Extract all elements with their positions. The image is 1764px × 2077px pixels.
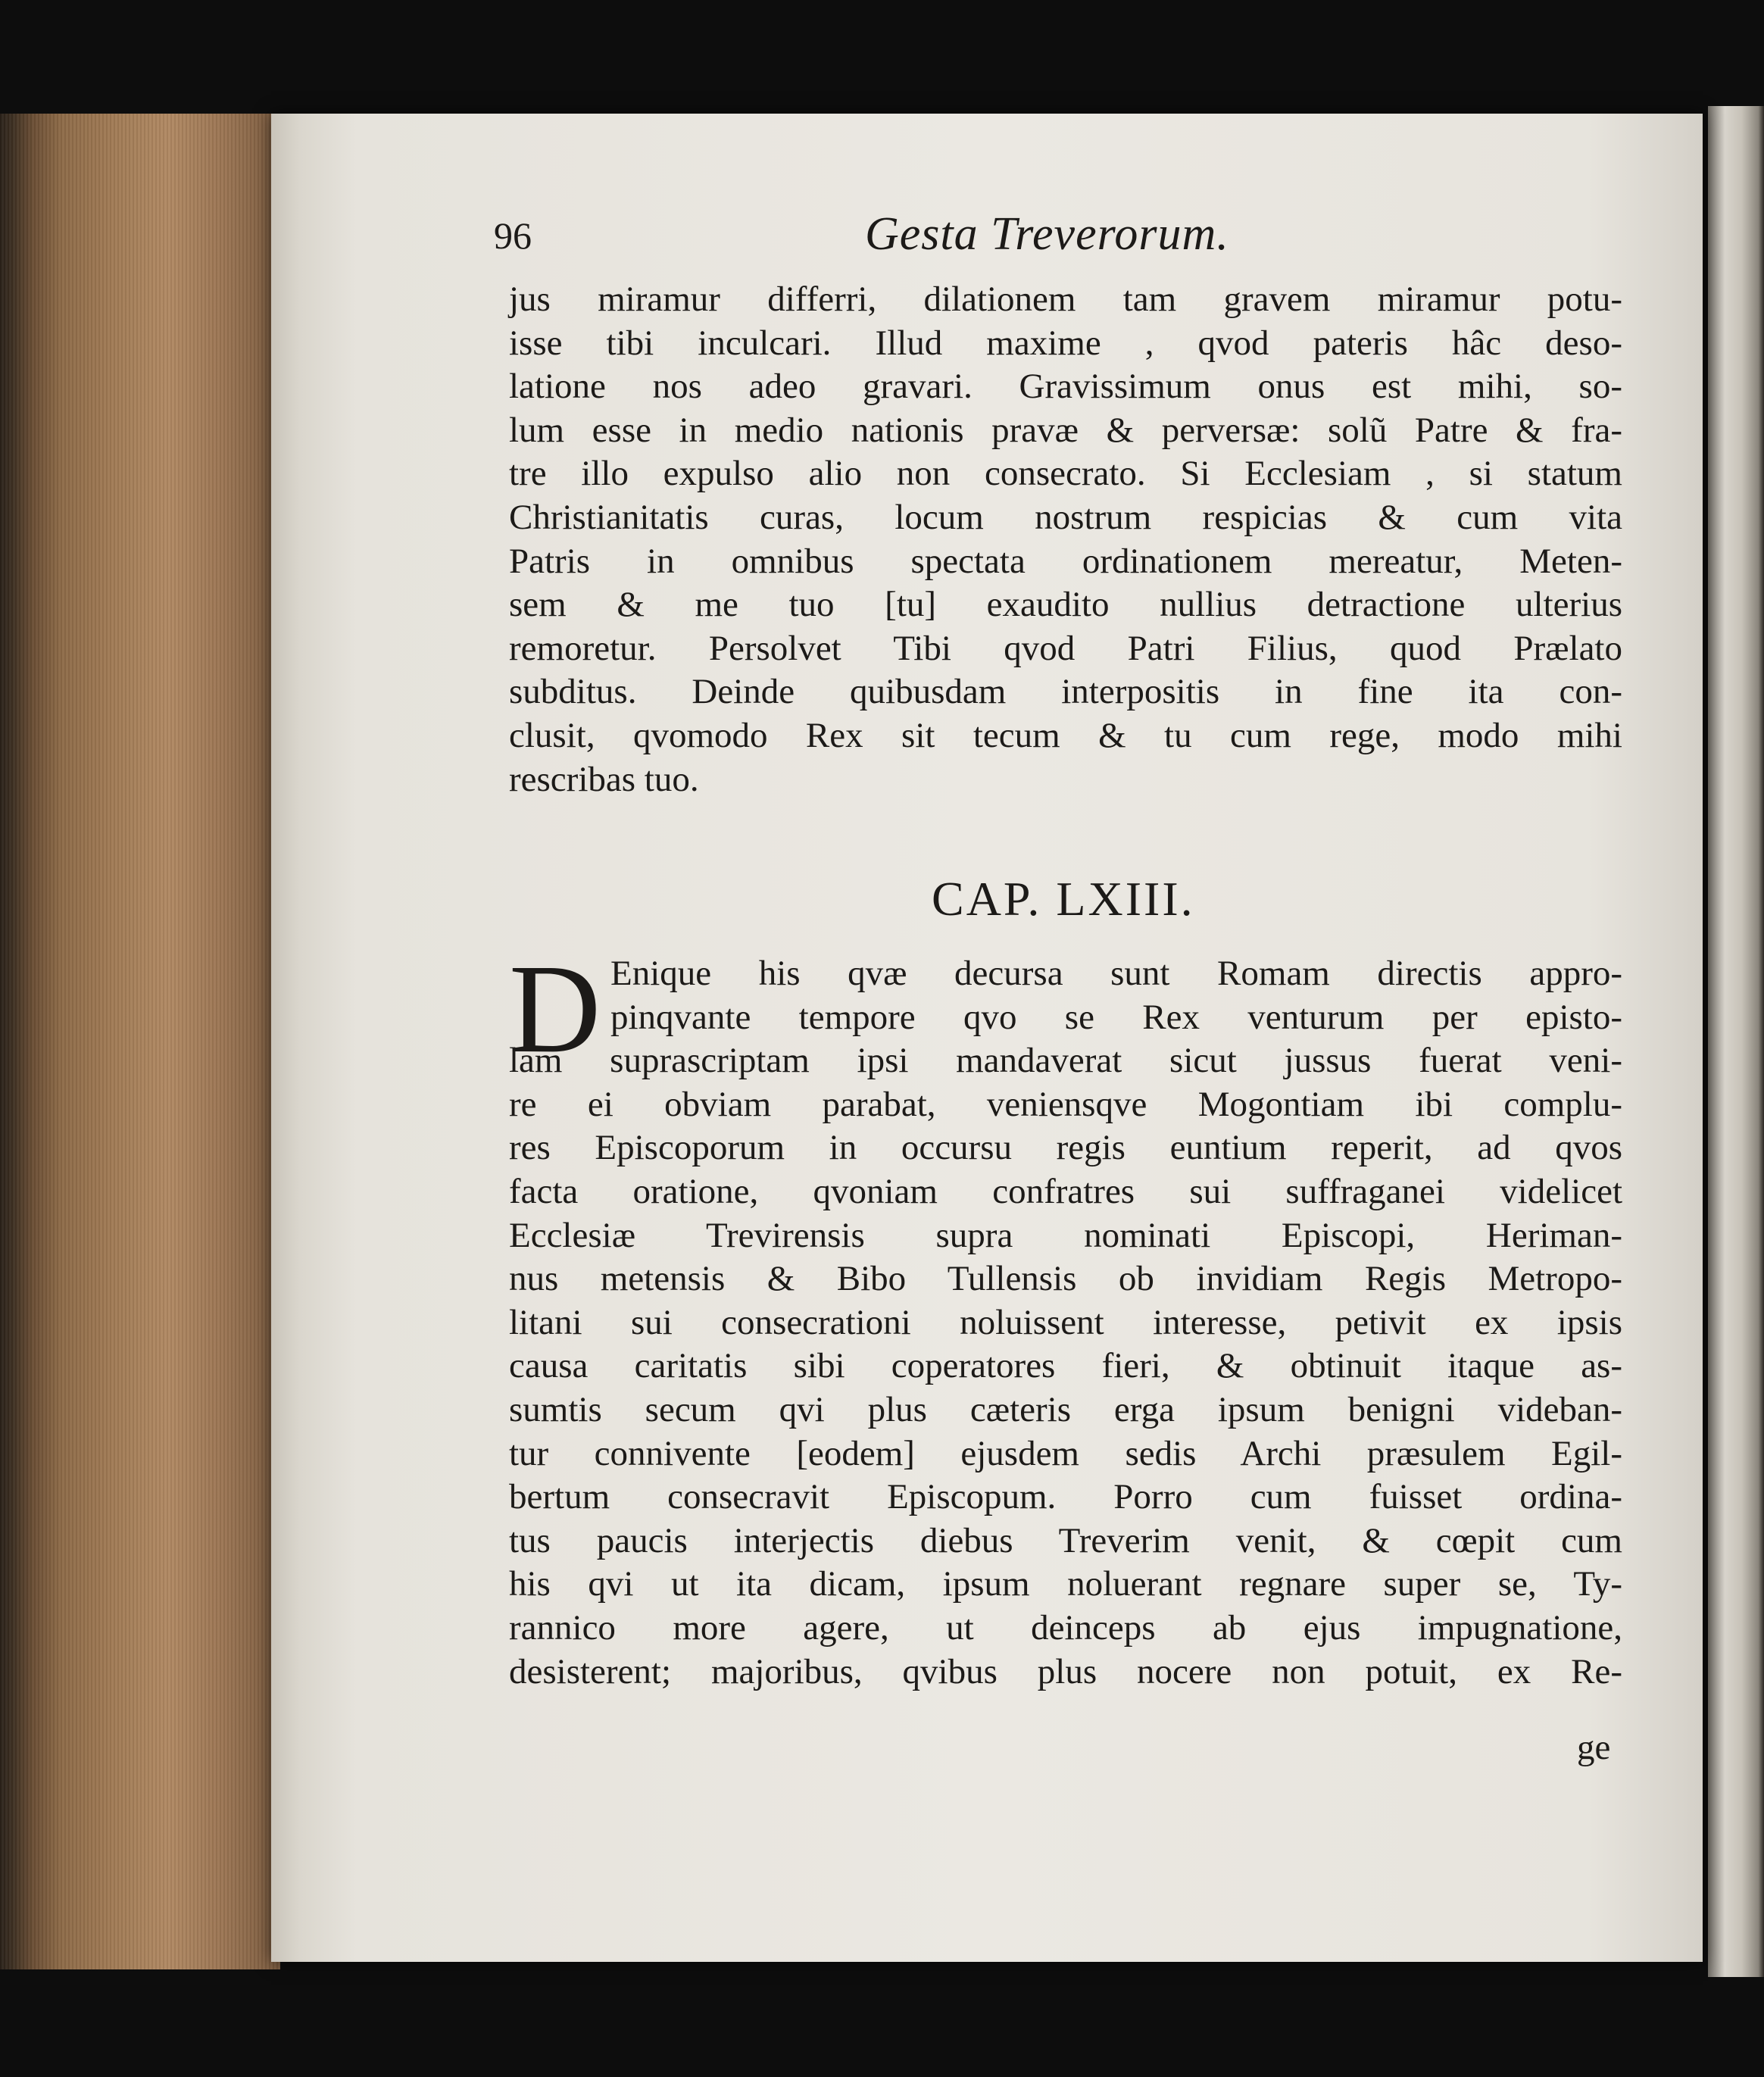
text-line: tur connivente [eodem] ejusdem sedis Archi præsulem Egil-	[509, 1433, 1622, 1473]
text-line: facta oratione, qvoniam confratres sui suffraganei videlicet	[509, 1171, 1622, 1211]
chapter-heading: CAP. LXIII.	[932, 872, 1195, 926]
text-line: tus paucis interjectis diebus Treverim venit, & cœpit cum	[509, 1520, 1622, 1560]
text-line: causa caritatis sibi coperatores fieri, & obtinuit itaque as-	[509, 1346, 1622, 1386]
text-line: desisterent; majoribus, qvibus plus nocere non potuit, ex Re-	[509, 1651, 1622, 1691]
text-line: sumtis secum qvi plus cæteris erga ipsum benigni videban-	[509, 1389, 1622, 1429]
catchword: ge	[1577, 1728, 1611, 1767]
text-line: subditus. Deinde quibusdam interpositis in fine ita con-	[509, 672, 1622, 712]
text-line: Patris in omnibus spectata ordinationem mereatur, Meten-	[509, 541, 1622, 581]
text-line: nus metensis & Bibo Tullensis ob invidiam Regis Metropo-	[509, 1259, 1622, 1299]
text-line: Enique his qvæ decursa sunt Romam directis appro-	[610, 954, 1622, 993]
page-stack-left	[0, 114, 280, 1969]
text-line: tre illo expulso alio non consecrato. Si Ecclesiam , si statum	[509, 454, 1622, 494]
text-line: clusit, qvomodo Rex sit tecum & tu cum rege, modo mihi	[509, 715, 1622, 755]
page-stack-right	[1708, 106, 1764, 1977]
text-line: jus miramur differri, dilationem tam gravem miramur potu-	[509, 280, 1622, 319]
drop-cap: D	[509, 939, 601, 1079]
text-line: sem & me tuo [tu] exaudito nullius detractione ulterius	[509, 585, 1622, 625]
text-line: remoretur. Persolvet Tibi qvod Patri Filius, quod Prælato	[509, 628, 1622, 668]
paragraph-2	[509, 939, 1622, 1694]
page-header	[494, 208, 1630, 267]
text-line: lum esse in medio nationis pravæ & perversæ: solũ Patre & fra-	[509, 410, 1622, 450]
text-line: pinqvante tempore qvo se Rex venturum per episto-	[610, 997, 1622, 1037]
paragraph-1	[509, 279, 1622, 802]
page-number: 96	[494, 214, 532, 257]
text-line: Ecclesiæ Trevirensis supra nominati Episcopi, Heriman-	[509, 1215, 1622, 1255]
text-line: rescribas tuo.	[509, 759, 699, 799]
text-line: rannico more agere, ut deinceps ab ejus impugnatione,	[509, 1607, 1622, 1648]
text-line: latione nos adeo gravari. Gravissimum onus est mihi, so-	[509, 367, 1622, 407]
text-line: res Episcoporum in occursu regis euntium reperit, ad qvos	[509, 1128, 1622, 1168]
text-line: his qvi ut ita dicam, ipsum noluerant regnare super se, Ty-	[509, 1564, 1622, 1604]
text-line: isse tibi inculcari. Illud maxime , qvod pateris hâc deso-	[509, 323, 1622, 363]
running-title: Gesta Treverorum.	[865, 208, 1229, 260]
text-line: Christianitatis curas, locum nostrum respicias & cum vita	[509, 497, 1622, 537]
text-line: bertum consecravit Episcopum. Porro cum fuisset ordina-	[509, 1477, 1622, 1517]
text-line: lam suprascriptam ipsi mandaverat sicut jussus fuerat veni-	[509, 1041, 1622, 1081]
text-line: litani sui consecrationi noluissent interesse, petivit ex ipsis	[509, 1302, 1622, 1342]
text-line: re ei obviam parabat, veniensqve Mogontiam ibi complu-	[509, 1084, 1622, 1124]
